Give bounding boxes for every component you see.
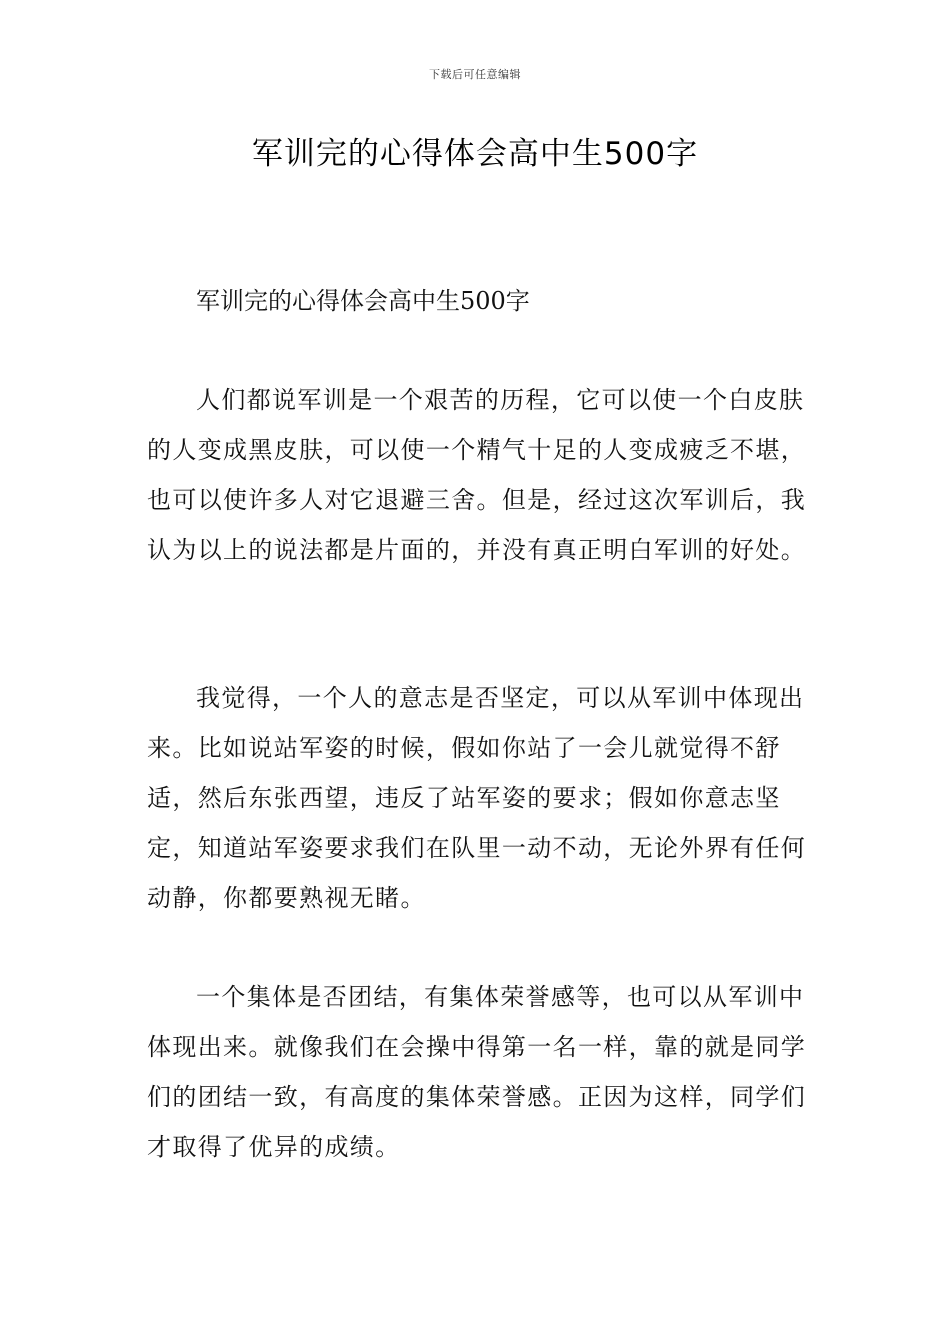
body-subtitle: 军训完的心得体会高中生500字	[196, 287, 530, 315]
paragraph-1: 人们都说军训是一个艰苦的历程，它可以使一个白皮肤的人变成黑皮肤，可以使一个精气十足的人变成疲乏不堪，也可以使许多人对它退避三舍。但是，经过这次军训后，我认为以上的说法都是片面的，并没有真正明白军训的好处。	[147, 386, 807, 564]
header-note: 下载后可任意编辑	[429, 68, 521, 81]
document-title: 军训完的心得体会高中生500字	[251, 136, 699, 172]
paragraph-2: 我觉得，一个人的意志是否坚定，可以从军训中体现出来。比如说站军姿的时候，假如你站了一会儿就觉得不舒适，然后东张西望，违反了站军姿的要求；假如你意志坚定，知道站军姿要求我们在队里一动不动，无论外界有任何动静，你都要熟视无睹。	[147, 684, 807, 912]
paragraph-3: 一个集体是否团结，有集体荣誉感等，也可以从军训中体现出来。就像我们在会操中得第一名一样，靠的就是同学们的团结一致，有高度的集体荣誉感。正因为这样，同学们才取得了优异的成绩。	[147, 983, 807, 1161]
